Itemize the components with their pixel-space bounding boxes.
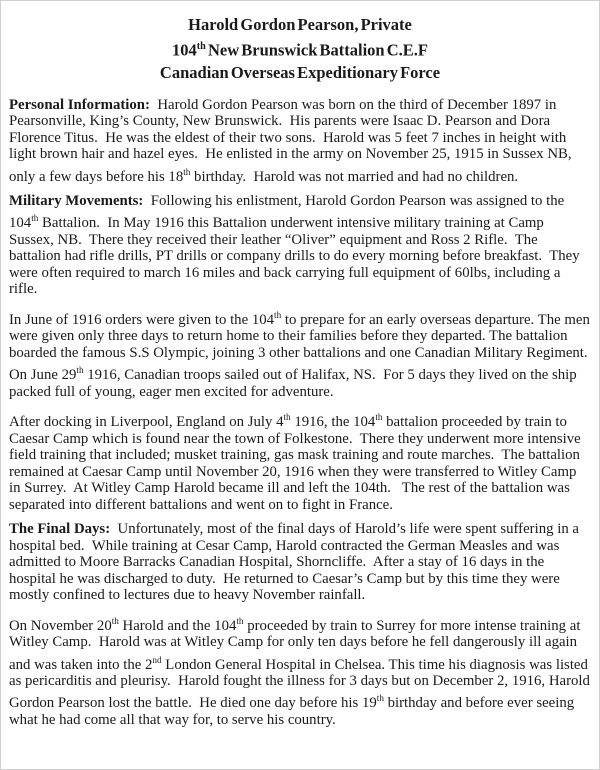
paragraph-final-days [9, 521, 591, 604]
text-segment: The Final Days: [9, 521, 111, 538]
title-line-battalion [9, 36, 591, 62]
text-segment: Harold Gordon Pearson, Private [188, 15, 412, 34]
title-line-name [9, 14, 591, 36]
ordinal-superscript: th [236, 615, 244, 626]
text-segment: Personal Information: [9, 96, 150, 113]
ordinal-superscript: th [76, 365, 84, 376]
text-segment: birthday and before ever seeing what he had come all that way for, to serve his country. [9, 695, 578, 728]
paragraph-death [9, 612, 594, 729]
paragraph-military-movements [9, 193, 591, 298]
document-title [9, 14, 591, 84]
paragraph-personal-information [9, 97, 591, 185]
text-segment: New Brunswick Battalion C.E.F [205, 40, 428, 60]
ordinal-superscript: nd [152, 654, 162, 665]
text-segment: On November 20 [9, 617, 112, 634]
ordinal-superscript: th [375, 412, 383, 423]
text-segment: Harold and the 104 [118, 617, 237, 634]
text-segment: 104 [172, 40, 197, 60]
document-body [9, 96, 596, 729]
ordinal-superscript: th [283, 412, 291, 423]
ordinal-superscript: th [196, 41, 206, 52]
text-segment: proceeded by train to Surrey for more intense training at Witley Camp. Harold was at Witley Camp for only ten days before he fell dangerously ill again and was taken into the 2 [9, 617, 584, 673]
text-segment: London General Hospital in Chelsea. This time his diagnosis was listed as pericarditis and pleurisy. Harold fought the illness for 3 days but on December 2, 1916, Harold Gordon Pearson lost the battle. He died one day before his 19 [9, 656, 594, 712]
text-segment: birthday. Harold was not married and had no children. [190, 168, 519, 185]
text-segment: Battalion. In May 1916 this Battalion underwent intensive military training at Camp Sussex, NB. There they received their leather “Oliver” equipment and Ross 2 Rifle. The battalion had rifle drills, PT drills or company drills to do every morning before breakfast. They were often required to march 16 miles and back carrying full equipment of 60lbs, including a rifle. [9, 215, 584, 298]
paragraph-england-training [9, 408, 591, 513]
ordinal-superscript: th [111, 615, 119, 626]
text-segment: to prepare for an early overseas departure. The men were given only three days to return home to their families before they departed. The battalion boarded the famous S.S Olympic, joining 3 other battalions and one Canadian Military Regiment. On June 29 [9, 311, 596, 384]
text-segment: Canadian Overseas Expeditionary Force [159, 62, 441, 82]
ordinal-superscript: th [183, 166, 191, 177]
ordinal-superscript: th [376, 693, 384, 704]
text-segment: Following his enlistment, Harold Gordon Pearson was assigned to the 104 [9, 192, 568, 232]
text-segment: After docking in Liverpool, England on July 4 [9, 414, 284, 431]
paragraph-overseas-departure [9, 306, 596, 400]
text-segment: 1916, the 104 [290, 414, 376, 431]
text-segment: 1916, Canadian troops sailed out of Halifax, NS. For 5 days they lived on the ship packed full of young, eager men excited for adventure. [9, 367, 581, 400]
text-segment: battalion proceeded by train to Caesar Camp which is found near the town of Folkestone. There they underwent more intensive field training that included; musket training, gas mask training and route marches. The battalion remained at Caesar Camp until November 20, 1916 when they were transferred to Witley Camp in Surrey. At Witley Camp Harold became ill and left the 104th. The rest of the battalion was separated into different battalions and went on to fight in France. [9, 414, 585, 513]
text-segment: Harold Gordon Pearson was born on the third of December 1897 in Pearsonville, King’s County, New Brunswick. His parents were Isaac D. Pearson and Dora Florence Titus. He was the eldest of their two sons. Harold was 5 feet 7 inches in height with light brown hair and hazel eyes. He enlisted in the army on November 25, 1915 in Sussex NB, only a few days before his 18 [9, 96, 576, 185]
text-segment: Unfortunately, most of the final days of Harold’s life were spent suffering in a hospital bed. While training at Cesar Camp, Harold contracted the German Measles and was admitted to Moore Barracks Canadian Hospital, Shorncliffe. After a stay of 16 days in the hospital he was discharged to duty. He returned to Caesar’s Camp but by this time they were mostly confined to lectures due to heavy November rainfall. [9, 521, 583, 604]
text-segment: Military Movements: [9, 192, 144, 209]
title-line-force [9, 62, 591, 84]
ordinal-superscript: th [31, 213, 39, 224]
text-segment: In June of 1916 orders were given to the 104 [9, 311, 275, 328]
ordinal-superscript: th [274, 309, 282, 320]
